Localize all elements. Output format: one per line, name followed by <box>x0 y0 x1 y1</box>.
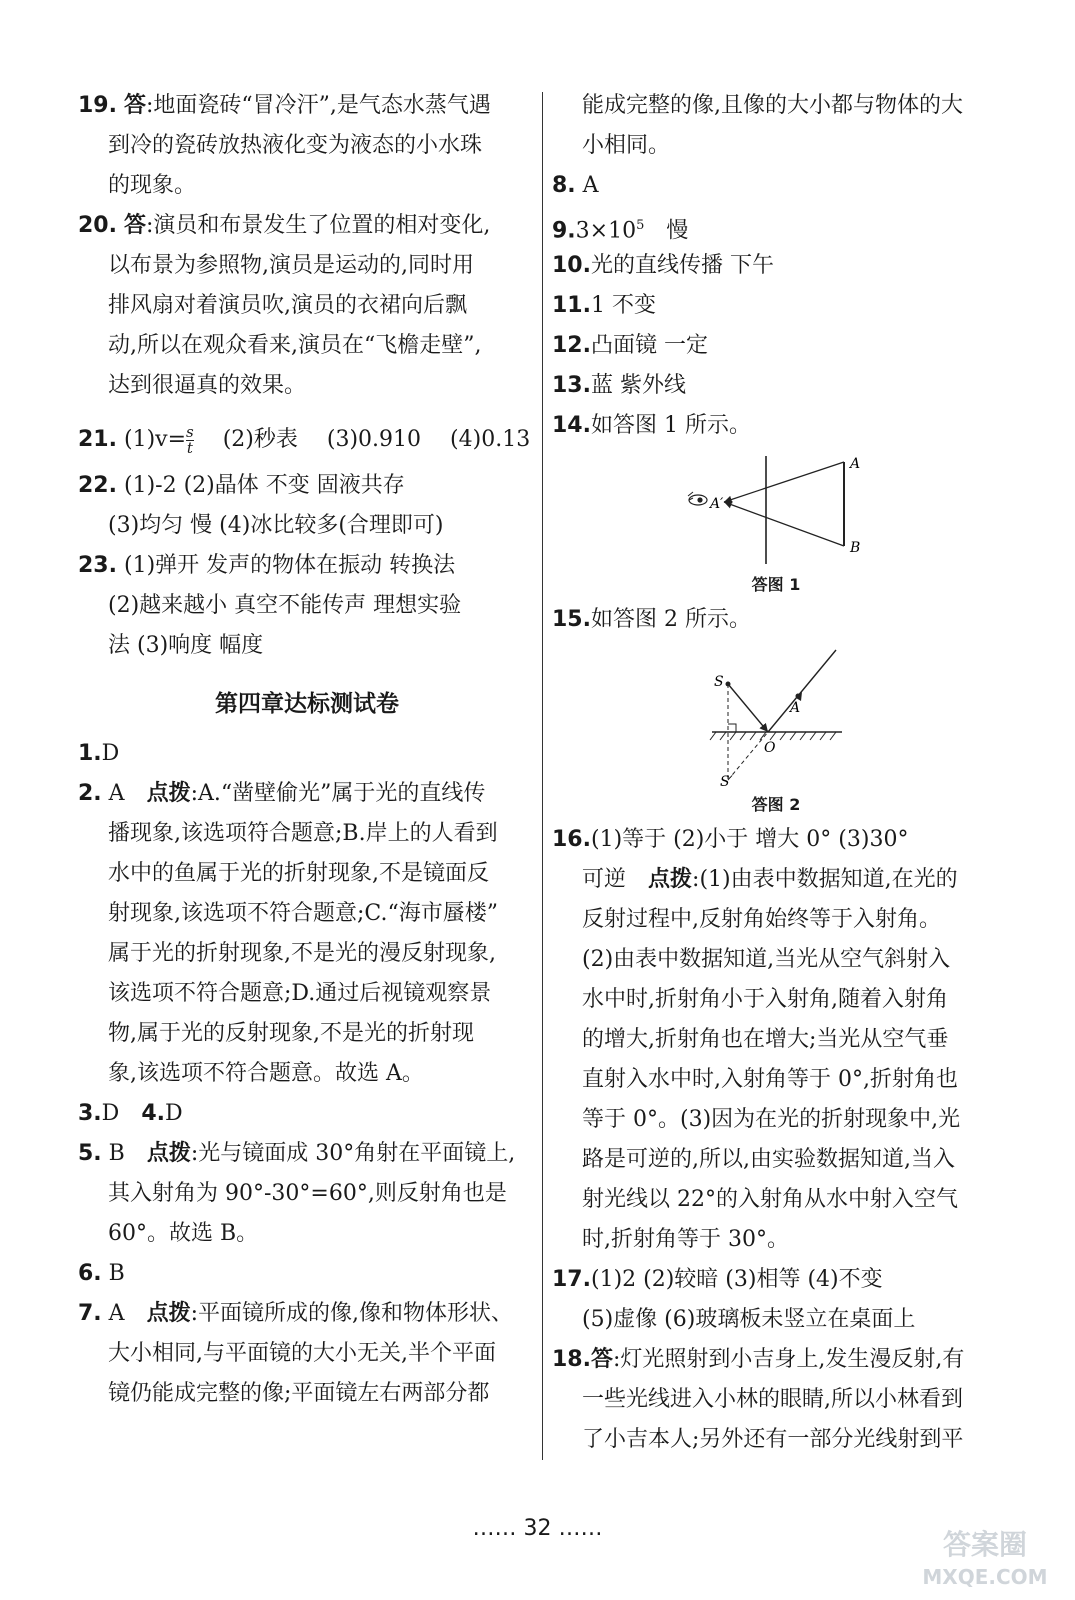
label-o: O <box>764 740 776 756</box>
formula-fraction: $\frac{s}{t}$ <box>186 422 194 457</box>
a8-line: 8. A <box>552 173 599 198</box>
a14-line: 14.如答图 1 所示。 <box>552 413 751 438</box>
label-a: A <box>850 456 861 472</box>
page-number: …… 32 …… <box>472 1516 603 1541</box>
a5-line-1: 5. B 点拨:光与镜面成 30°角射在平面镜上, <box>78 1141 516 1166</box>
ray-from-a <box>724 462 844 502</box>
label-a: A <box>790 700 801 716</box>
virtual-ray <box>728 732 768 780</box>
cont-line-2: 小相同。 <box>582 133 671 158</box>
a10-line: 10.光的直线传播 下午 <box>552 253 774 278</box>
q20-line-4: 动,所以在观众看来,演员在“飞檐走壁”, <box>108 333 482 358</box>
q20-line-3: 排风扇对着演员吹,演员的衣裙向后飘 <box>108 293 467 318</box>
a7-line-3: 镜仍能成完整的像;平面镜左右两部分都 <box>108 1381 490 1406</box>
a16-line-10: 射光线以 22°的入射角从水中射入空气 <box>582 1187 958 1212</box>
q22-line-1: 22. (1)-2 (2)晶体 不变 固液共存 <box>78 473 405 498</box>
a2-line-6: 该选项不符合题意;D.通过后视镜观察景 <box>108 981 492 1006</box>
a18-line-3: 了小吉本人;另外还有一部分光线射到平 <box>582 1427 964 1452</box>
a7-line-2: 大小相同,与平面镜的大小无关,半个平面 <box>108 1341 496 1366</box>
a17-line-2: (5)虚像 (6)玻璃板未竖立在桌面上 <box>582 1307 916 1332</box>
a13-line: 13.蓝 紫外线 <box>552 373 686 398</box>
a5-line-2: 其入射角为 90°-30°=60°,则反射角也是 <box>108 1181 507 1206</box>
right-angle-mark <box>728 724 736 732</box>
a16-line-8: 等于 0°。(3)因为在光的折射现象中,光 <box>582 1107 961 1132</box>
a12-line: 12.凸面镜 一定 <box>552 333 708 358</box>
a16-line-5: 水中时,折射角小于入射角,随着入射角 <box>582 987 948 1012</box>
label-s: S <box>714 674 724 690</box>
figure-1 <box>552 446 1000 570</box>
a17-line-1: 17.(1)2 (2)较暗 (3)相等 (4)不变 <box>552 1267 883 1292</box>
figure-2-caption: 答图 2 <box>751 795 801 814</box>
q22-line-2: (3)均匀 慢 (4)冰比较多(合理即可) <box>108 513 444 538</box>
a2-line-2: 播现象,该选项符合题意;B.岸上的人看到 <box>108 821 498 846</box>
a16-line-9: 路是可逆的,所以,由实验数据知道,当入 <box>582 1147 955 1172</box>
a2-line-5: 属于光的折射现象,不是光的漫反射现象, <box>108 941 496 966</box>
a16-line-2: 可逆 点拨:(1)由表中数据知道,在光的 <box>582 867 958 892</box>
label-s-prime: S′ <box>720 774 733 790</box>
cont-line-1: 能成完整的像,且像的大小都与物体的大 <box>582 93 963 118</box>
column-divider <box>542 92 543 1460</box>
a16-line-11: 时,折射角等于 30°。 <box>582 1227 789 1252</box>
reflected-ray <box>768 650 836 732</box>
a9-line: $9.3\times 10^5$ 慢 <box>552 218 689 244</box>
a7-line-1: 7. A 点拨:平面镜所成的像,像和物体形状、 <box>78 1301 513 1326</box>
eye-icon <box>688 492 707 505</box>
point-s <box>726 682 731 687</box>
figure-2 <box>552 640 1000 790</box>
q19-line-1: 19. 答:地面瓷砖“冒冷汗”,是气态水蒸气遇 <box>78 93 491 118</box>
a2-line-4: 射现象,该选项不符合题意;C.“海市蜃楼” <box>108 901 498 926</box>
a3-a4-line: 3.D 4.D <box>78 1101 183 1126</box>
right-column <box>552 86 1000 1460</box>
q20-line-5: 达到很逼真的效果。 <box>108 373 307 398</box>
a18-line-2: 一些光线进入小林的眼睛,所以小林看到 <box>582 1387 963 1412</box>
label-b: B <box>850 540 861 556</box>
a16-line-4: (2)由表中数据知道,当光从空气斜射入 <box>582 947 951 972</box>
a2-line-1: 2. A 点拨:A.“凿壁偷光”属于光的直线传 <box>78 781 486 806</box>
q19-line-3: 的现象。 <box>108 173 197 198</box>
watermark-bottom: MXQE.COM <box>922 1565 1048 1589</box>
watermark-top: 答案圈 <box>942 1528 1028 1561</box>
figure-2-diagram <box>552 640 1000 790</box>
ray-from-b <box>724 502 844 546</box>
a2-line-3: 水中的鱼属于光的折射现象,不是镜面反 <box>108 861 489 886</box>
a15-line: 15.如答图 2 所示。 <box>552 607 751 632</box>
q23-line-1: 23. (1)弹开 发声的物体在振动 转换法 <box>78 553 456 578</box>
q23-line-2: (2)越来越小 真空不能传声 理想实验 <box>108 593 462 618</box>
a1-line: 1.D <box>78 741 120 766</box>
point-a <box>796 694 801 699</box>
a16-line-3: 反射过程中,反射角始终等于入射角。 <box>582 907 941 932</box>
figure-1-diagram <box>552 446 1000 570</box>
q20-line-1: 20. 答:演员和布景发生了位置的相对变化, <box>78 213 491 238</box>
a11-line: 11.1 不变 <box>552 293 656 318</box>
a2-line-7: 物,属于光的反射现象,不是光的折射现 <box>108 1021 474 1046</box>
a18-line-1: 18.答:灯光照射到小吉身上,发生漫反射,有 <box>552 1347 965 1372</box>
a6-line: 6. B <box>78 1261 125 1286</box>
a5-line-3: 60°。故选 B。 <box>108 1221 259 1246</box>
a16-line-7: 直射入水中时,入射角等于 0°,折射角也 <box>582 1067 958 1092</box>
a16-line-1: 16.(1)等于 (2)小于 增大 0° (3)30° <box>552 827 909 852</box>
watermark-logo <box>915 1520 1055 1592</box>
a16-line-6: 的增大,折射角也在增大;当光从空气垂 <box>582 1027 949 1052</box>
mirror-hatching <box>710 732 836 740</box>
q20-line-2: 以布景为参照物,演员是运动的,同时用 <box>108 253 474 278</box>
q23-line-3: 法 (3)响度 幅度 <box>108 633 264 658</box>
a2-line-8: 象,该选项不符合题意。故选 A。 <box>108 1061 424 1086</box>
q19-line-2: 到冷的瓷砖放热液化变为液态的小水珠 <box>108 133 483 158</box>
q21-line: 21. (1)v= $\frac{s}{t}$ (2)秒表 (3)0.910 (4)0.13 <box>78 422 531 457</box>
section-title: 第四章达标测试卷 <box>215 691 399 717</box>
figure-1-caption: 答图 1 <box>751 575 801 594</box>
label-a-prime: A′ <box>710 496 724 512</box>
incident-ray <box>728 684 768 732</box>
left-column <box>78 86 536 1414</box>
